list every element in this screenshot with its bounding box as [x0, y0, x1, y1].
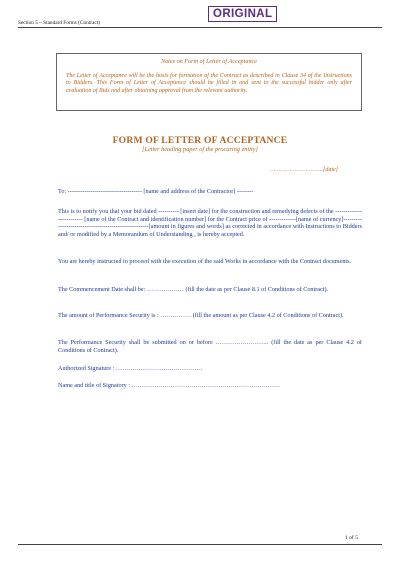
date-line: …………………………[date]: [269, 167, 338, 173]
authorized-signature-line: Authorized Signature : ……………………………………: [58, 365, 203, 372]
commencement-paragraph: The Commencement Date shall be: ……………… (fill the date as per Clause 8.1 of Conditions of Contract).: [58, 286, 329, 293]
performance-amount-paragraph: The amount of Performance Security is : …………… (fill the amount as per Clause 4.2 of Conditions of Contract).: [58, 312, 344, 319]
header-rule: [18, 27, 382, 28]
instruction-paragraph: You are hereby instructed to proceed with the execution of the said Works in accordance with the Contract documents.: [58, 258, 352, 265]
original-stamp: ORIGINAL: [208, 6, 277, 22]
form-title: FORM OF LETTER OF ACCEPTANCE: [112, 135, 288, 146]
performance-submit-paragraph: The Performance Security shall be submitted on or before …………………….. (fill the date as per Clause 4.2 of Conditions of Contract).: [58, 339, 362, 354]
form-subtitle: [Letter heading paper of the procuring entity]: [142, 146, 258, 153]
notes-box: [56, 53, 362, 111]
signatory-line: Name and title of Signatory : ………………………………………………………………: [58, 382, 281, 389]
notify-paragraph: This is to notify you that your bid dated ---------- [insert date] for the construction and remedying defects of the ------------------------- [name of the Contract and identification number] for the Contract price of -------------[name of currency]-----------------------------------------------------[amount in figures and words] as corrected in accordance with Instructions to Bidders and/ or modified by a Memorandum of Understanding , is hereby accepted.: [58, 208, 362, 238]
section-header: Section 5 – Standard Forms (Contract): [18, 20, 100, 26]
footer-rule: [18, 544, 382, 545]
addressee-line: To: ------------------------------------ [name and address of the Contractor] --------: [58, 188, 254, 195]
page-number: 1 of 5: [344, 535, 358, 541]
notes-title: Notes on Form of Letter of Acceptance: [160, 58, 258, 65]
notes-body: The Letter of Acceptance will be the basis for formation of the Contract as described in Clause 34 of the Instructions to Bidders. This Form of Letter of Acceptance should be filled in and sent to the successful bidder only after evaluation of Bids and after obtaining approval from the relevant authority.: [66, 72, 352, 94]
